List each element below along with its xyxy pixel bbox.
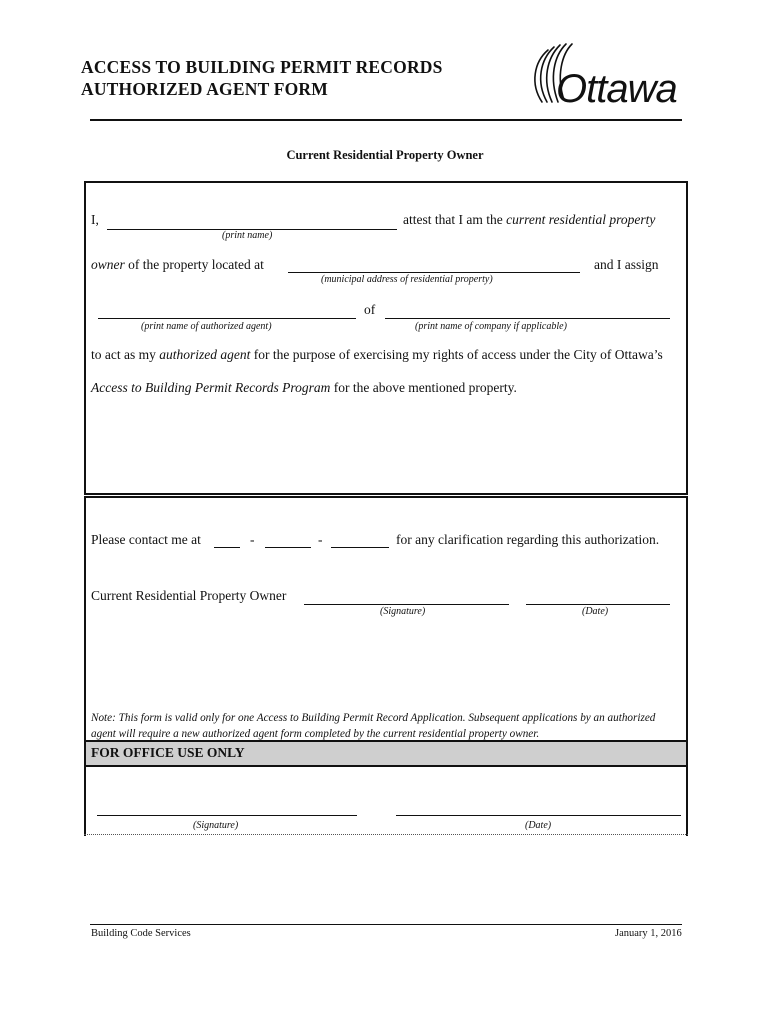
attest-text-plain: attest that I am the [403, 212, 503, 227]
act-suffix: for the purpose of exercising my rights of access under the City of Ottawa’s [253, 347, 663, 362]
program-suffix: for the above mentioned property. [333, 380, 517, 395]
office-use-box [84, 767, 688, 836]
form-title-line1: ACCESS TO BUILDING PERMIT RECORDS [81, 57, 443, 77]
ottawa-logo-graphic [520, 42, 688, 116]
office-use-heading: FOR OFFICE USE ONLY [91, 745, 245, 760]
form-subtitle: Current Residential Property Owner [286, 148, 484, 162]
agent-caption: (print name of authorized agent) [141, 321, 272, 332]
owner-signature-label: Current Residential Property Owner [91, 588, 287, 603]
authorized-agent-text [91, 347, 663, 363]
phone-dash-2: - [318, 532, 323, 547]
owner-date-caption: (Date) [582, 606, 609, 617]
owner-text-plain: of the property located at [128, 257, 264, 272]
owner-date-field[interactable] [526, 604, 670, 605]
print-name-caption: (print name) [222, 230, 273, 241]
ottawa-logo [520, 42, 688, 116]
program-italic: Access to Building Permit Records Program [91, 380, 331, 395]
property-address-field[interactable] [288, 272, 580, 273]
contact-prefix: Please contact me at [91, 532, 201, 547]
company-name-field[interactable] [385, 318, 670, 319]
office-use-bottom-border [84, 834, 688, 837]
ottawa-logo-text: Ottawa [556, 67, 677, 111]
owner-text [91, 257, 264, 273]
and-assign-text: and I assign [594, 257, 659, 272]
contact-suffix: for any clarification regarding this authorization. [396, 532, 660, 547]
phone-area-code-field[interactable] [214, 547, 240, 548]
owner-text-italic: owner [91, 257, 125, 272]
i-label: I, [91, 212, 99, 227]
office-date-field[interactable] [396, 815, 681, 816]
program-text [91, 380, 517, 396]
validity-note: Note: This form is valid only for one Access to Building Permit Record Application. Subsequent applications by an authorized agent will require a new authorized agent form completed by the current residential property owner. [91, 712, 656, 740]
office-signature-caption: (Signature) [193, 820, 239, 831]
footer-date: January 1, 2016 [615, 928, 682, 939]
phone-prefix-field[interactable] [265, 547, 311, 548]
agent-name-field[interactable] [98, 318, 356, 319]
phone-dash-1: - [250, 532, 255, 547]
office-date-caption: (Date) [525, 820, 552, 831]
owner-signature-caption: (Signature) [380, 606, 426, 617]
address-caption: (municipal address of residential property) [321, 274, 493, 285]
owner-signature-field[interactable] [304, 604, 509, 605]
company-caption: (print name of company if applicable) [415, 321, 567, 332]
header-divider [90, 119, 682, 121]
act-italic: authorized agent [159, 347, 251, 362]
office-signature-field[interactable] [97, 815, 357, 816]
form-title [81, 56, 443, 100]
attest-text [403, 212, 655, 228]
footer-department: Building Code Services [91, 928, 191, 939]
footer-divider [90, 924, 682, 925]
phone-line-field[interactable] [331, 547, 389, 548]
attest-text-italic: current residential property [506, 212, 656, 227]
act-prefix: to act as my [91, 347, 156, 362]
form-title-line2: AUTHORIZED AGENT FORM [81, 79, 328, 99]
of-label: of [364, 302, 376, 317]
